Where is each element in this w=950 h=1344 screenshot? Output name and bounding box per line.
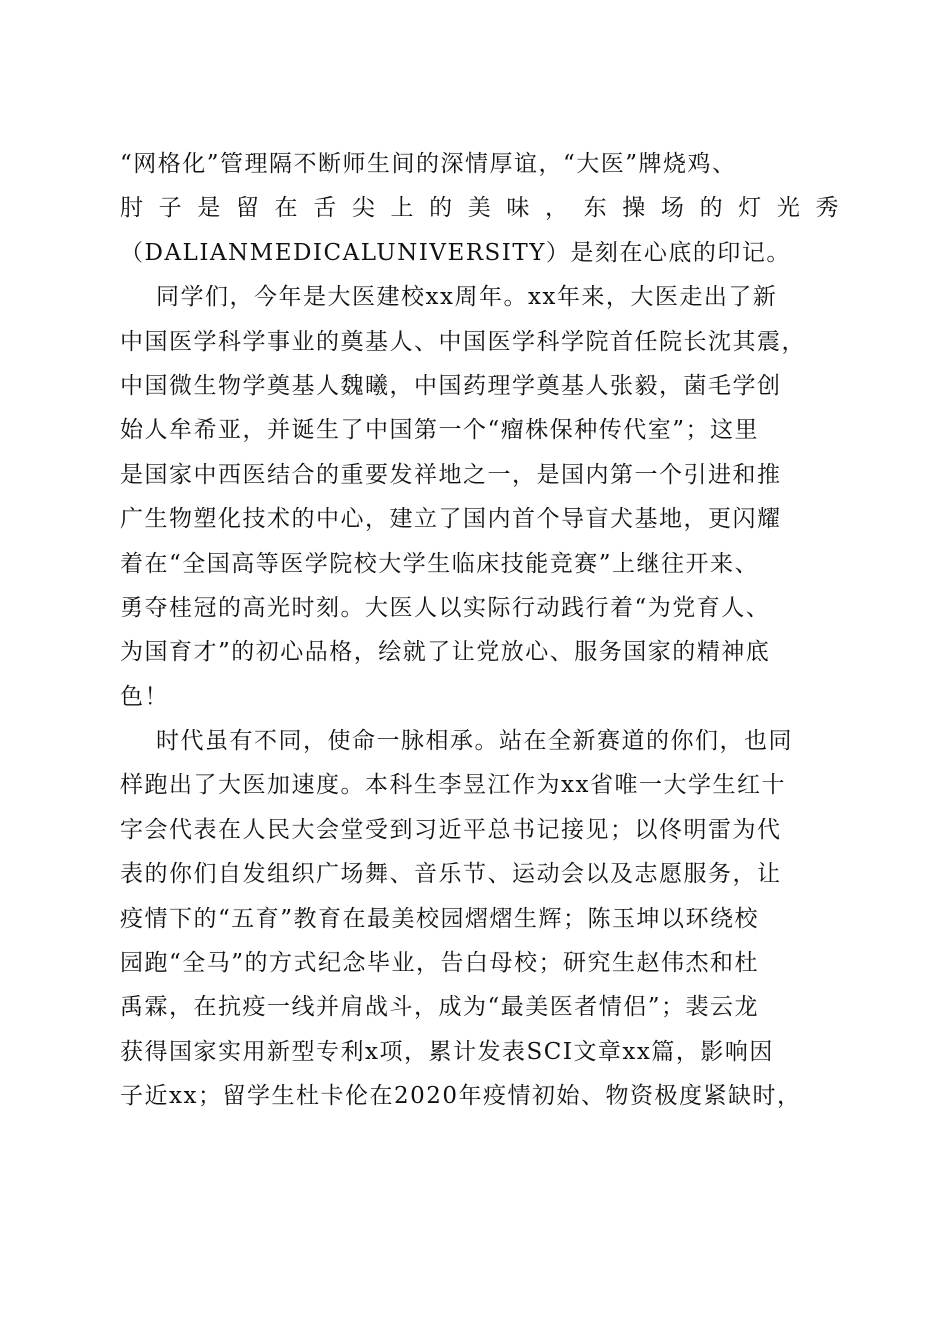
paragraph-first-line: 同学们，今年是大医建校xx周年。xx年来，大医走出了新 — [156, 284, 778, 311]
text-line: 样跑出了大医加速度。本科生李昱江作为xx省唯一大学生红十 — [120, 772, 786, 799]
text-line: （DALIANMEDICALUNIVERSITY）是刻在心底的印记。 — [120, 239, 791, 266]
text-line: 着在“全国高等医学院校大学生临床技能竞赛”上继往开来、 — [120, 550, 760, 577]
paragraph-first-line: 时代虽有不同，使命一脉相承。站在全新赛道的你们，也同 — [156, 728, 793, 755]
text-line: 获得国家实用新型专利x项，累计发表SCI文章xx篇，影响因 — [120, 1038, 774, 1065]
text-line: 是国家中西医结合的重要发祥地之一，是国内第一个引进和推 — [120, 461, 782, 488]
text-line: 表的你们自发组织广场舞、音乐节、运动会以及志愿服务，让 — [120, 861, 782, 888]
text-line: 禹霖，在抗疫一线并肩战斗，成为“最美医者情侣”；裴云龙 — [120, 994, 760, 1021]
text-line: 园跑“全马”的方式纪念毕业，告白母校；研究生赵伟杰和杜 — [120, 950, 760, 977]
text-line: 肘 子 是 留 在 舌 尖 上 的 美 味 ， 东 操 场 的 灯 光 秀 — [120, 195, 840, 222]
document-page — [120, 142, 840, 1119]
text-line: 中国微生物学奠基人魏曦，中国药理学奠基人张毅，菌毛学创 — [120, 372, 782, 399]
text-line: 字会代表在人民大会堂受到习近平总书记接见；以佟明雷为代 — [120, 816, 782, 843]
text-line: 子近xx；留学生杜卡伦在2020年疫情初始、物资极度紧缺时， — [120, 1083, 802, 1110]
text-line: 勇夺桂冠的高光时刻。大医人以实际行动践行着“为党育人、 — [120, 594, 771, 621]
text-line: 为国育才”的初心品格，绘就了让党放心、服务国家的精神底 — [120, 639, 771, 666]
text-line: 广生物塑化技术的中心，建立了国内首个导盲犬基地，更闪耀 — [120, 506, 782, 533]
text-line: 色！ — [120, 683, 169, 710]
text-line: 始人牟希亚，并诞生了中国第一个“瘤株保种传代室”；这里 — [120, 417, 760, 444]
text-line: 疫情下的“五育”教育在最美校园熠熠生辉；陈玉坤以环绕校 — [120, 905, 760, 932]
text-line: 中国医学科学事业的奠基人、中国医学科学院首任院长沈其震， — [120, 328, 806, 355]
text-line: “网格化”管理隔不断师生间的深情厚谊，“大医”牌烧鸡、 — [120, 151, 737, 177]
